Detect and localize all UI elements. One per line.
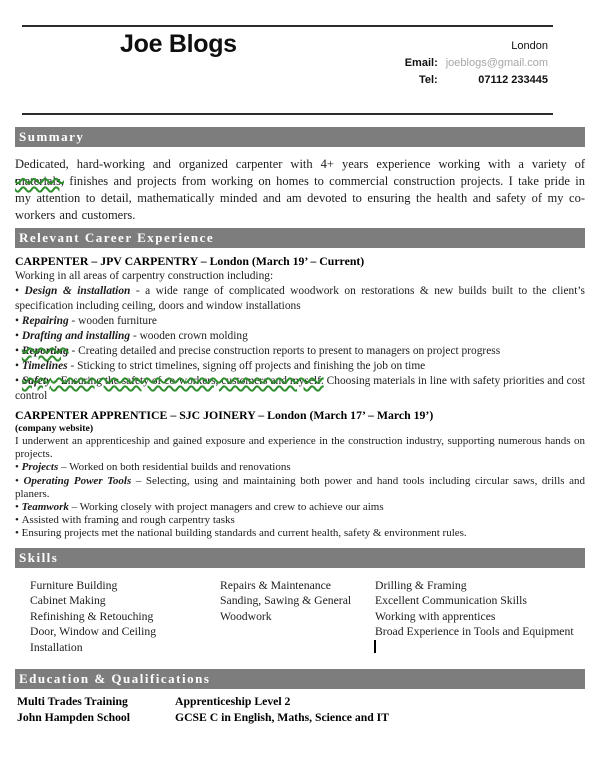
job-bullet [15, 284, 585, 314]
bullet-text: – Worked on both residential builds and renovations [58, 461, 291, 474]
job-entry-apprentice[interactable] [15, 408, 585, 541]
skill-item: Cabinet Making [30, 594, 106, 608]
education-qualification: GCSE C in English, Maths, Science and IT [175, 710, 389, 724]
person-name: Joe Blogs [120, 30, 237, 58]
job-intro: I underwent an apprenticeship and gained exposure and experience in the construction industry, supporting numerous hands on projects. [15, 435, 585, 461]
bullet-text: - Creating detailed and precise construction reports to present to managers on project progress [68, 345, 501, 357]
section-header-education [15, 669, 585, 689]
job-bullet [15, 344, 585, 359]
skill-item: Drilling & Framing [375, 578, 467, 592]
education-institution: Multi Trades Training [17, 695, 128, 709]
job-subtitle: (company website) [15, 423, 94, 434]
job-bullet [15, 314, 585, 329]
summary-text-after: finishes and projects from working on homes to commercial construction projects. I take pride in my attention to detail, mathematically minded and am devoted to ensuring the health and safety of my co-workers and customers. [15, 174, 585, 222]
job-bullet [15, 359, 585, 374]
education-row [15, 694, 585, 710]
skill-item: Repairs & Maintenance [220, 578, 331, 592]
job-bullet [15, 514, 585, 527]
job-bullet [15, 501, 585, 514]
bullet-term: Projects [21, 461, 59, 474]
tel-value: 07112 233445 [478, 74, 548, 86]
bullet-term: Design & installation [24, 285, 131, 297]
skill-item: Sanding, Sawing & General Woodwork [220, 594, 352, 623]
skills-column-2 [220, 578, 375, 656]
job-bullet [15, 374, 585, 404]
grammar-flagged-word[interactable]: materials, [15, 174, 64, 188]
bullet-text: Assisted with framing and rough carpentry tasks [21, 514, 235, 527]
grammar-flagged-phrase[interactable] [22, 375, 324, 387]
skills-column-3 [375, 578, 585, 656]
bullet-term: Teamwork [21, 501, 69, 514]
education-row [15, 710, 585, 726]
bullet-text: - Sticking to strict timelines, signing off projects and finishing the job on time [67, 360, 426, 372]
text-cursor-caret [374, 640, 376, 653]
bullet-term: Drafting and installing [21, 330, 131, 342]
section-title: Summary [19, 129, 85, 144]
bullet-text: Ensuring projects met the national building standards and current health, safety & environment rules. [21, 527, 467, 540]
bullet-term: Timelines [21, 360, 68, 372]
job-entry-carpenter[interactable] [15, 254, 585, 404]
job-bullet [15, 475, 585, 501]
bullet-term: Safety [21, 375, 52, 387]
summary-paragraph[interactable] [15, 156, 585, 224]
section-title: Skills [19, 549, 59, 565]
flagged-phrase-text: - Ensuring the safety of co-workers, customers and myself. [51, 375, 324, 387]
skill-item: Furniture Building [30, 578, 118, 592]
header-rule-top [22, 25, 553, 27]
location-text: London [511, 40, 548, 52]
education-institution: John Hampden School [17, 710, 131, 724]
job-bullet [15, 461, 585, 474]
bullet-term: Repairing [21, 315, 69, 327]
tel-label: Tel: [418, 74, 438, 86]
skill-item: Working with apprentices [375, 609, 496, 623]
location-label-spacer [405, 40, 438, 52]
job-bullet [15, 329, 585, 344]
bullet-text: - a wide range of complicated woodwork on restorations & new builds built to the client’s specification including ceiling, doors and window installations [15, 285, 585, 312]
skill-item: Excellent Communication Skills [375, 594, 527, 608]
job-intro: Working in all areas of carpentry construction including: [15, 270, 274, 282]
bullet-text: - wooden crown molding [130, 330, 248, 342]
skill-item: Refinishing & Retouching [30, 609, 154, 623]
section-title: Education & Qualifications [19, 671, 211, 687]
email-label: Email: [404, 57, 438, 69]
skill-item: Door, Window and Ceiling Installation [30, 625, 157, 654]
bullet-text: Choosing materials in line with safety priorities and cost control [15, 375, 586, 402]
job-bullet [15, 527, 585, 540]
job-title: CARPENTER – JPV CARPENTRY – London (March 19’ – Current) [15, 254, 365, 268]
email-value: joeblogs@gmail.com [445, 57, 548, 69]
skill-item: Broad Experience in Tools and Equipment [375, 625, 574, 639]
skills-grid[interactable] [15, 578, 585, 656]
section-title: Relevant Career Experience [19, 230, 215, 245]
education-rows[interactable] [15, 694, 585, 725]
job-title: CARPENTER APPRENTICE – SJC JOINERY – London (March 17’ – March 19’) [15, 408, 434, 422]
section-header-skills [15, 548, 585, 568]
header-rule-bottom [22, 113, 553, 115]
section-header-summary [15, 127, 585, 147]
summary-text-before: Dedicated, hard-working and organized carpenter with 4+ years experience working with a variety of [15, 157, 585, 171]
skills-column-1 [30, 578, 220, 656]
education-qualification: Apprenticeship Level 2 [175, 695, 291, 709]
bullet-term: Operating Power Tools [23, 474, 132, 487]
section-header-experience [15, 228, 585, 248]
contact-block [405, 40, 548, 86]
document-body[interactable] [15, 127, 585, 725]
bullet-text: – Working closely with project managers and crew to achieve our aims [68, 501, 384, 514]
grammar-flagged-term[interactable]: Reporting [21, 345, 69, 357]
bullet-text: - wooden furniture [68, 315, 157, 327]
bullet-text: – Selecting, using and maintaining both power and hand tools including circular saws, drills and planers. [15, 474, 586, 500]
